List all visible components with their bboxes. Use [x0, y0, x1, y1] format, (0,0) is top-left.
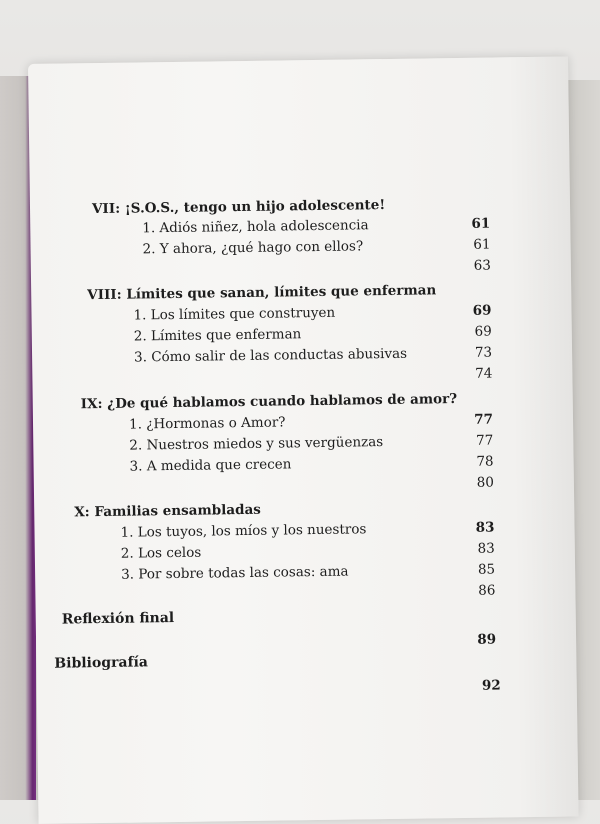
section-label: 1. Adiós niñez, hola adolescencia [142, 217, 369, 237]
section-label: 1. Los tuyos, los míos y los nuestros [120, 521, 367, 541]
chapter-title: VIII: Límites que sanan, límites que enferman [87, 282, 437, 304]
chapter-title: IX: ¿De qué hablamos cuando hablamos de amor? [80, 391, 458, 413]
page-number: 77 [474, 411, 494, 428]
section-label: 1. ¿Hormonas o Amor? [128, 414, 286, 433]
section-label: 2. Y ahora, ¿qué hago con ellos? [142, 238, 364, 258]
book-page [28, 56, 579, 823]
page-number: 77 [476, 432, 494, 449]
page-number: 78 [476, 453, 494, 470]
section-label: 3. A medida que crecen [129, 456, 292, 475]
chapter-title: X: Familias ensambladas [74, 501, 261, 521]
section-label: 2. Nuestros miedos y sus vergüenzas [129, 434, 384, 454]
page-number: 69 [472, 302, 492, 319]
page-number: 61 [473, 236, 491, 253]
page-number: 63 [473, 257, 491, 274]
section-label: 1. Los límites que construyen [133, 304, 336, 324]
section-label: 3. Cómo salir de las conductas abusivas [133, 345, 408, 366]
page-number: 83 [477, 540, 495, 557]
section-label: 2. Los celos [120, 544, 202, 562]
section-label: 2. Límites que enferman [133, 326, 302, 345]
page-curvature-shadow [508, 56, 579, 817]
section-label: 3. Por sobre todas las cosas: ama [121, 563, 349, 583]
page-number: 92 [481, 677, 501, 694]
page-number: 80 [476, 474, 495, 491]
page-number: 69 [474, 323, 492, 340]
page-number: 74 [475, 365, 493, 382]
final-section-title: Bibliografía [54, 654, 149, 672]
final-section-title: Reflexión final [61, 610, 175, 628]
page-number: 85 [477, 561, 496, 578]
page-number: 86 [478, 582, 496, 599]
chapter-title: VII: ¡S.O.S., tengo un hijo adolescente! [91, 197, 386, 218]
page-number: 73 [474, 344, 493, 361]
table-of-contents [28, 56, 579, 823]
page-number: 83 [475, 519, 495, 536]
page-number: 89 [477, 631, 497, 648]
page-number: 61 [471, 215, 491, 232]
